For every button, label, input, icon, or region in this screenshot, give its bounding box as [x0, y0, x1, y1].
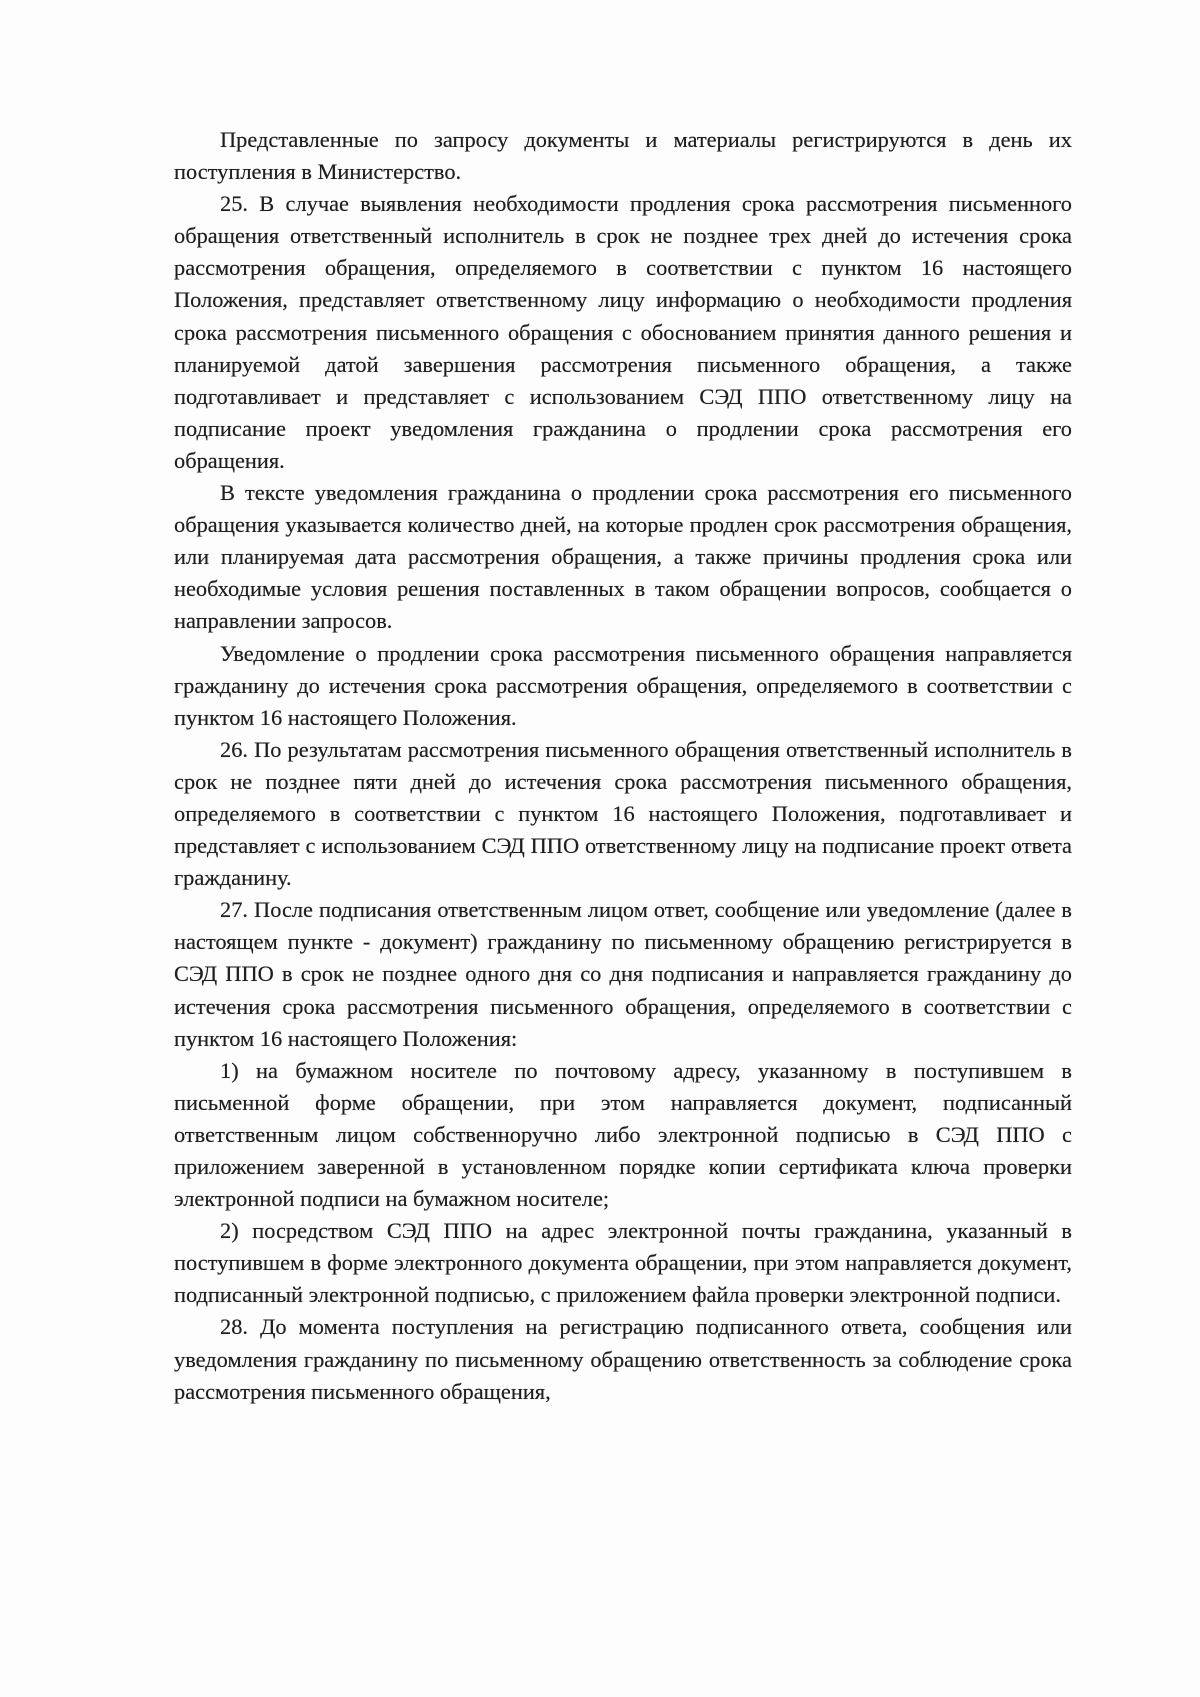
paragraph-item-27-sub-1: 1) на бумажном носителе по почтовому адресу, указанному в поступившем в письменной форме обращении, при этом направляется документ, подписанный ответственным лицом собственноручно либо электронной подписью в СЭД ППО с приложением заверенной в установленном порядке копии сертификата ключа проверки электронной подписи на бумажном носителе; — [174, 1057, 1072, 1212]
paragraph-item-27-sub-2: 2) посредством СЭД ППО на адрес электронной почты гражданина, указанный в поступившем в форме электронного документа обращении, при этом направляется документ, подписанный электронной подписью, с приложением файла проверки электронной подписи. — [174, 1218, 1072, 1308]
paragraph-registration: Представленные по запросу документы и материалы регистрируются в день их поступления в Министерство. — [174, 127, 1072, 185]
paragraph-item-28: 28. До момента поступления на регистрацию подписанного ответа, сообщения или уведомления гражданину по письменному обращению ответственность за соблюдение срока рассмотрения письменного обращения, — [174, 1314, 1072, 1404]
paragraph-item-27: 27. После подписания ответственным лицом ответ, сообщение или уведомление (далее в настоящем пункте - документ) гражданину по письменному обращению регистрируется в СЭД ППО в срок не позднее одного дня со дня подписания и направляется гражданину до истечения срока рассмотрения письменного обращения, определяемого в соответствии с пунктом 16 настоящего Положения: — [174, 897, 1072, 1051]
paragraph-item-26: 26. По результатам рассмотрения письменного обращения ответственный исполнитель в срок не позднее пяти дней до истечения срока рассмотрения письменного обращения, определяемого в соответствии с пунктом 16 настоящего Положения, подготавливает и представляет с использованием СЭД ППО ответственному лицу на подписание проект ответа гражданину. — [174, 736, 1072, 891]
paragraph-notification-sending: Уведомление о продлении срока рассмотрения письменного обращения направляется гражданину до истечения срока рассмотрения обращения, определяемого в соответствии с пунктом 16 настоящего Положения. — [174, 640, 1072, 730]
paragraph-notification-text: В тексте уведомления гражданина о продлении срока рассмотрения его письменного обращения указывается количество дней, на которые продлен срок рассмотрения обращения, или планируемая дата рассмотрения обращения, а также причины продления срока или необходимые условия решения поставленных в таком обращении вопросов, сообщается о направлении запросов. — [174, 480, 1072, 634]
paragraph-item-25: 25. В случае выявления необходимости продления срока рассмотрения письменного обращения ответственный исполнитель в срок не позднее трех дней до истечения срока рассмотрения обращения, определяемого в соответствии с пунктом 16 настоящего Положения, представляет ответственному лицу информацию о необходимости продления срока рассмотрения письменного обращения с обоснованием принятия данного решения и планируемой датой завершения рассмотрения письменного обращения, а также подготавливает и представляет с использованием СЭД ППО ответственному лицу на подписание проект уведомления гражданина о продлении срока рассмотрения его обращения. — [174, 191, 1072, 473]
document-body — [174, 124, 1072, 1408]
